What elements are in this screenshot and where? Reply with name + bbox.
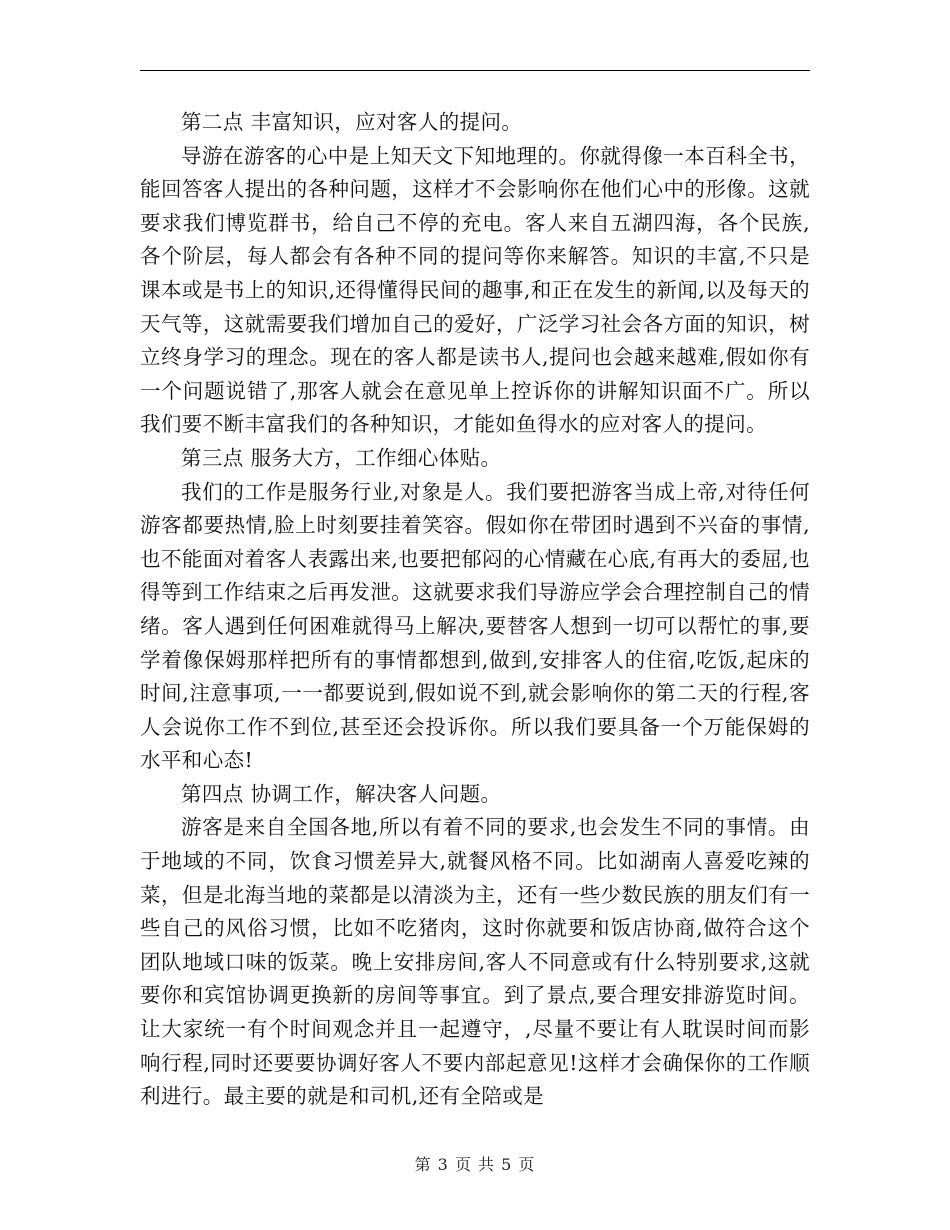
paragraph-service: 我们的工作是服务行业,对象是人。我们要把游客当成上帝,对待任何游客都要热情,脸上时刻要挂着笑容。假如你在带团时遇到不兴奋的事情,也不能面对着客人表露出来,也要把郁闷的心情藏在心底,有再大的委屈,也得等到工作结束之后再发泄。这就要求我们导游应学会合理控制自己的情绪。客人遇到任何困难就得马上解决,要替客人想到一切可以帮忙的事,要学着像保姆那样把所有的事情都想到,做到,安排客人的住宿,吃饭,起床的时间,注意事项,一一都要说到,假如说不到,就会影响你的第二天的行程,客人会说你工作不到位,甚至还会投诉你。所以我们要具备一个万能保姆的水平和心态! bbox=[140, 479, 810, 773]
section-heading-4: 第四点 协调工作，解决客人问题。 bbox=[181, 781, 502, 806]
paragraph-knowledge: 导游在游客的心中是上知天文下知地理的。你就得像一本百科全书，能回答客人提出的各种问题，这样才不会影响你在他们心中的形像。这就要求我们博览群书，给自己不停的充电。客人来自五湖四海，各个民族,各个阶层，每人都会有各种不同的提问等你来解答。知识的丰富,不只是课本或是书上的知识,还得懂得民间的趣事,和正在发生的新闻,以及每天的天气等，这就需要我们增加自己的爱好，广泛学习社会各方面的知识，树立终身学习的理念。现在的客人都是读书人,提问也会越来越难,假如你有一个问题说错了,那客人就会在意见单上控诉你的讲解知识面不广。所以我们要不断丰富我们的各种知识，才能如鱼得水的应对客人的提问。 bbox=[140, 143, 810, 437]
section-heading-3: 第三点 服务大方，工作细心体贴。 bbox=[181, 445, 502, 470]
section-heading-2: 第二点 丰富知识，应对客人的提问。 bbox=[181, 110, 523, 134]
document-body bbox=[140, 106, 810, 1114]
header-rule bbox=[140, 70, 810, 71]
page-footer: 第 3 页 共 5 页 bbox=[414, 1155, 536, 1174]
paragraph-coordination: 游客是来自全国各地,所以有着不同的要求,也会发生不同的事情。由于地域的不同，饮食习惯差异大,就餐风格不同。比如湖南人喜爱吃辣的菜，但是北海当地的菜都是以清淡为主，还有一些少数民族的朋友们有一些自己的风俗习惯，比如不吃猪肉，这时你就要和饭店协商,做符合这个团队地域口味的饭菜。晚上安排房间,客人不同意或有什么特别要求,这就要你和宾馆协调更换新的房间等事宜。到了景点,要合理安排游览时间。让大家统一有个时间观念并且一起遵守，,尽量不要让有人耽误时间而影响行程,同时还要要协调好客人不要内部起意见!这样才会确保你的工作顺利进行。最主要的就是和司机,还有全陪或是 bbox=[140, 815, 810, 1109]
